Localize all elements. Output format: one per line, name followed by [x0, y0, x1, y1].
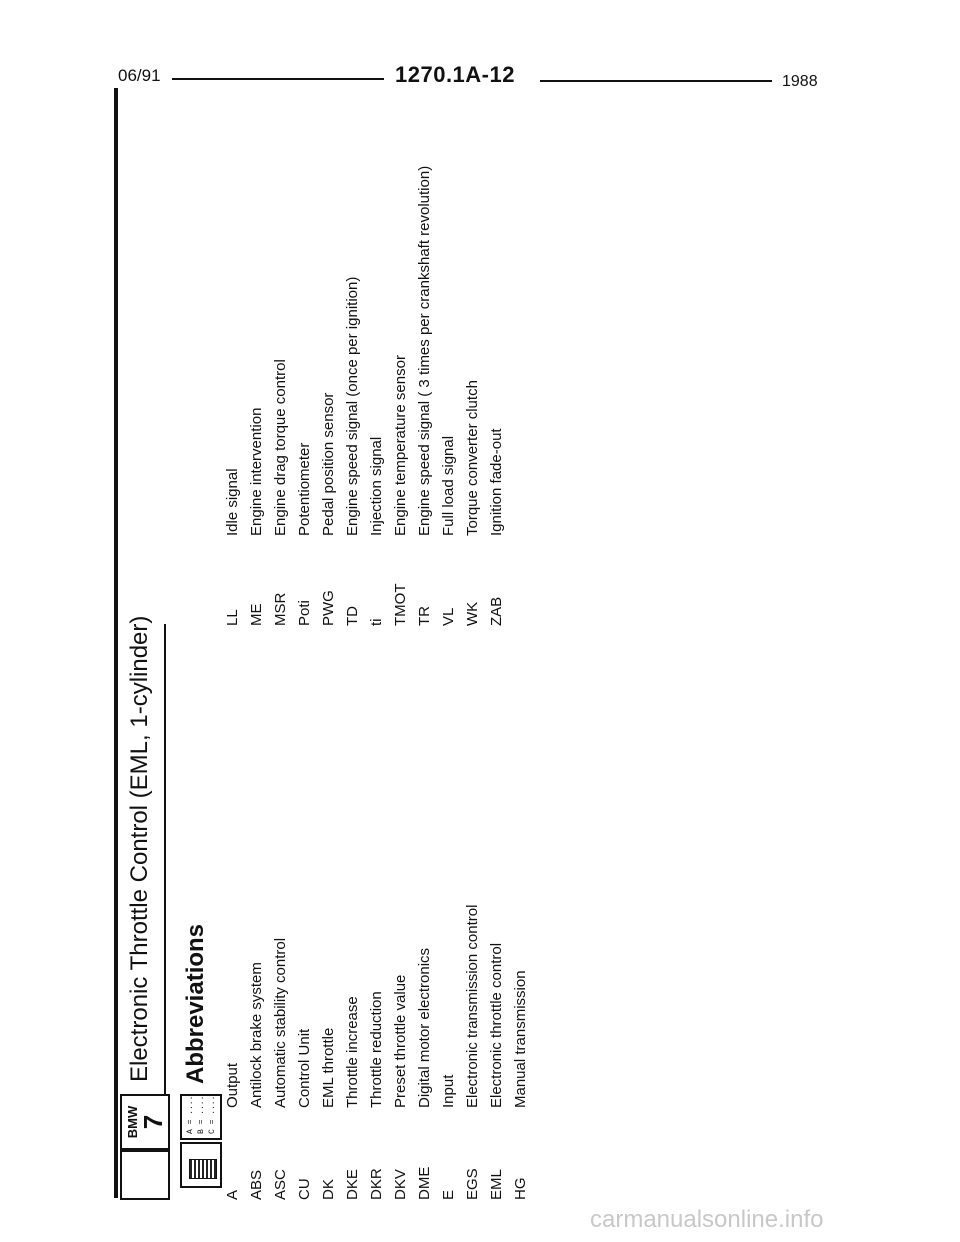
abbr-desc: Engine speed signal ( 3 times per crankshaft revolution) [416, 165, 433, 536]
abbr-code: CU [296, 1178, 313, 1200]
document-title: Electronic Throttle Control (EML, 1-cylinder) [126, 615, 153, 1082]
abbr-desc: Electronic throttle control [488, 942, 505, 1108]
rotated-page-body [120, 100, 840, 1200]
abbr-code: DKR [368, 1168, 385, 1200]
abbr-code: A [224, 1189, 241, 1200]
abbr-desc: Injection signal [368, 436, 385, 536]
abbr-desc: Idle signal [224, 468, 241, 536]
abbr-code: MSR [272, 592, 289, 626]
section-title: Abbreviations [182, 923, 209, 1084]
bmw-series-badge [120, 1094, 170, 1150]
watermark: carmanualsonline.info [590, 1206, 824, 1233]
abbr-desc: EML throttle [320, 1027, 337, 1108]
badge-series-text: 7 [138, 1114, 168, 1130]
margin-rule [114, 88, 118, 1198]
abbr-code: ABS [248, 1169, 265, 1200]
document-stack-icon [180, 1142, 222, 1188]
abbr-desc: Engine drag torque control [272, 359, 289, 536]
abbr-code: Poti [296, 600, 313, 626]
abbreviation-legend-icon [180, 1094, 222, 1140]
abbr-code: DME [416, 1166, 433, 1200]
abbr-code: PWG [320, 590, 337, 626]
abbr-code: ZAB [488, 596, 505, 626]
abbr-code: TD [344, 606, 361, 626]
legend-line-1: A = .... [186, 1095, 195, 1134]
brand-box [120, 1150, 170, 1200]
badge-brand-text: BMW [125, 1105, 140, 1139]
abbr-desc: Output [224, 1062, 241, 1108]
abbr-desc: Antilock brake system [248, 962, 265, 1108]
abbr-code: ti [368, 618, 385, 626]
abbr-desc: Potentiometer [296, 442, 313, 536]
abbr-code: ME [248, 603, 265, 626]
abbr-code: DKV [392, 1169, 409, 1200]
legend-line-3: C = .... [208, 1095, 217, 1134]
abbr-desc: Manual transmission [512, 970, 529, 1108]
abbr-desc: Control Unit [296, 1028, 313, 1108]
abbr-desc: Ignition fade-out [488, 428, 505, 536]
legend-line-2: B = .... [197, 1095, 206, 1134]
abbr-code: EGS [464, 1168, 481, 1200]
abbr-desc: Input [440, 1074, 457, 1108]
abbr-desc: Engine intervention [248, 407, 265, 536]
abbr-desc: Throttle increase [344, 996, 361, 1108]
abbr-code: EML [488, 1169, 505, 1200]
abbr-code: TMOT [392, 583, 409, 626]
header-date: 06/91 [118, 66, 161, 85]
abbr-desc: Engine speed signal (once per ignition) [344, 276, 361, 536]
abbr-code: TR [416, 606, 433, 626]
header-rule-left [172, 78, 384, 80]
abbr-desc: Digital motor electronics [416, 947, 433, 1108]
abbr-desc: Full load signal [440, 435, 457, 536]
abbr-code: HG [512, 1177, 529, 1200]
abbr-desc: Automatic stability control [272, 937, 289, 1108]
header-doc-number: 1270.1A-12 [395, 62, 515, 87]
title-rule [164, 624, 166, 1094]
header-rule-right [540, 80, 772, 82]
abbr-code: E [440, 1189, 457, 1200]
abbr-code: DK [320, 1179, 337, 1200]
abbr-desc: Engine temperature sensor [392, 355, 409, 536]
abbr-desc: Torque converter clutch [464, 380, 481, 536]
abbr-code: WK [464, 601, 481, 626]
abbr-code: DKE [344, 1169, 361, 1200]
abbr-desc: Preset throttle value [392, 974, 409, 1108]
abbr-code: ASC [272, 1169, 289, 1200]
abbr-code: LL [224, 609, 241, 626]
abbr-desc: Throttle reduction [368, 991, 385, 1108]
header-year: 1988 [782, 73, 818, 90]
abbr-code: VL [440, 607, 457, 626]
abbr-desc: Pedal position sensor [320, 392, 337, 536]
abbr-desc: Electronic transmission control [464, 904, 481, 1108]
